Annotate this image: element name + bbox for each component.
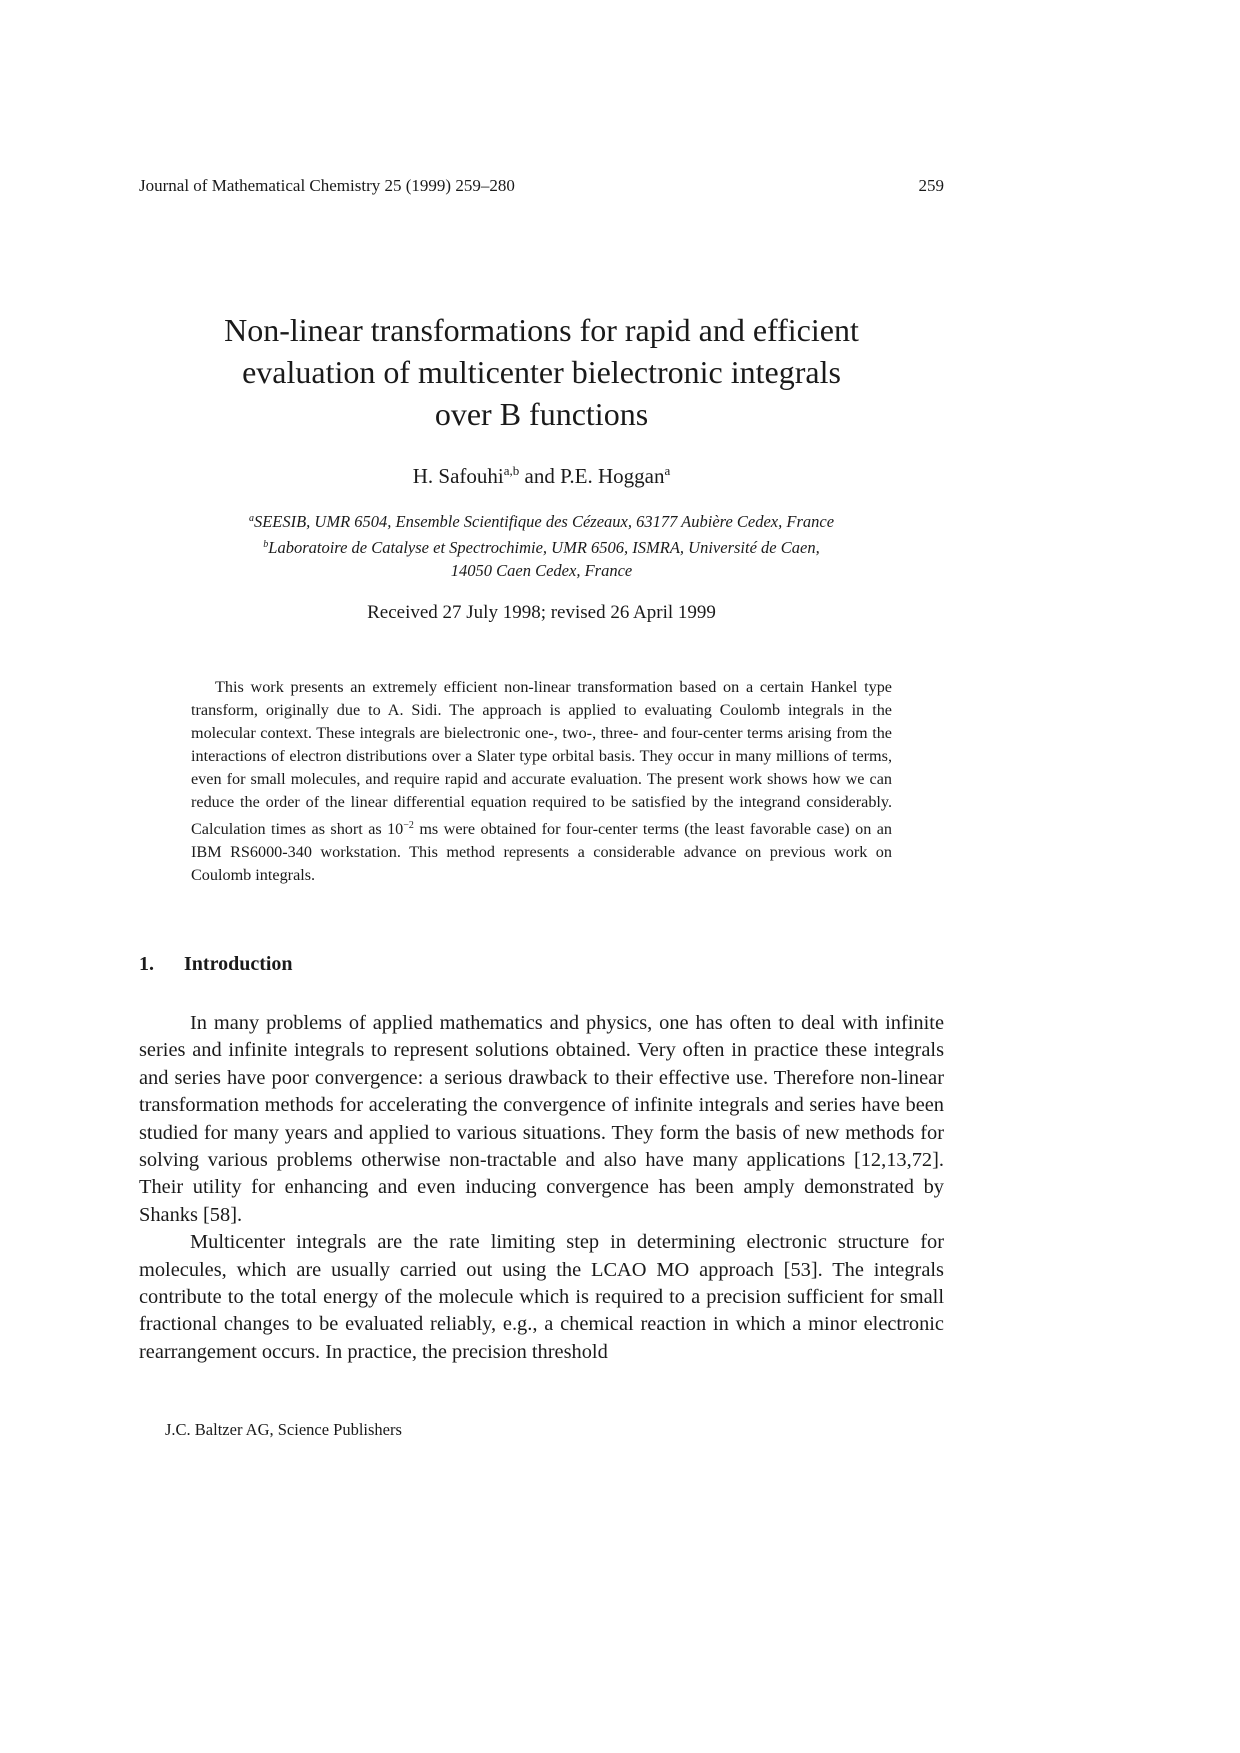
- affiliation-b-text-line-2: 14050 Caen Cedex, France: [450, 561, 633, 580]
- affiliation-a-text: SEESIB, UMR 6504, Ensemble Scientifique des Cézeaux, 63177 Aubière Cedex, France: [253, 512, 835, 531]
- authors-line: [139, 463, 944, 489]
- affiliation-b-mark: b: [263, 539, 269, 550]
- abstract-text-part-1: This work presents an extremely efficient non-linear transformation based on a certain Hankel type transform, originally due to A. Sidi. The approach is applied to evaluating Coulomb integrals in the molecular context. These integrals are bielectronic one-, two-, three- and four-center terms arising from the interactions of electron distributions over a Slater type orbital basis. They occur in many millions of terms, even for small molecules, and require rapid and accurate evaluation. The present work shows how we can reduce the order of the linear differential equation required to be satisfied by the integrand considerably. Calculation times as short as 10: [191, 678, 892, 838]
- title-line-2: evaluation of multicenter bielectronic integrals: [242, 354, 841, 390]
- body-paragraph-1: In many problems of applied mathematics and physics, one has often to deal with infinite series and infinite integrals to represent solutions obtained. Very often in practice these integrals and series have poor convergence: a serious drawback to their effective use. Therefore non-linear transformation methods for accelerating the convergence of infinite integrals and series have been studied for many years and applied to various situations. They form the basis of new methods for solving various problems otherwise non-tractable and also have many applications [12,13,72]. Their utility for enhancing and even inducing convergence has been amply demonstrated by Shanks [58].: [139, 1012, 944, 1226]
- author-1-affiliation-mark: a,b: [503, 463, 520, 478]
- affiliation-b: [139, 533, 944, 559]
- paper-title: [139, 309, 944, 435]
- title-line-1: Non-linear transformations for rapid and efficient: [224, 312, 859, 348]
- body-text: [139, 1010, 944, 1366]
- author-conjunction: and: [524, 464, 555, 488]
- author-1: H. Safouhi: [412, 464, 504, 488]
- section-heading: [139, 953, 293, 976]
- abstract-text-part-2: ms were obtained for four-center terms (the least favorable case) on an IBM RS6000-340 workstation. This method represents a considerable advance on previous work on Coulomb integrals.: [191, 820, 892, 884]
- affiliation-a: [139, 507, 944, 533]
- abstract-exponent: −2: [403, 820, 414, 831]
- affiliation-b-text-line-1: Laboratoire de Catalyse et Spectrochimie, UMR 6506, ISMRA, Université de Caen,: [268, 538, 820, 557]
- section-number: 1.: [139, 953, 154, 975]
- publisher-footer: J.C. Baltzer AG, Science Publishers: [165, 1420, 402, 1439]
- body-paragraph-2: Multicenter integrals are the rate limiting step in determining electronic structure for molecules, which are usually carried out using the LCAO MO approach [53]. The integrals contribute to the total energy of the molecule which is required to a precision sufficient for small fractional changes to be evaluated reliably, e.g., a chemical reaction in which a minor electronic rearrangement occurs. In practice, the precision threshold: [139, 1231, 944, 1363]
- received-dates: Received 27 July 1998; revised 26 April 1999: [367, 602, 716, 623]
- page-number: 259: [918, 176, 944, 195]
- author-2: P.E. Hoggan: [560, 464, 665, 488]
- author-2-affiliation-mark: a: [664, 463, 671, 478]
- abstract: [191, 676, 892, 887]
- affiliations: [139, 507, 944, 582]
- journal-citation: Journal of Mathematical Chemistry 25 (1999) 259–280: [139, 176, 515, 195]
- title-line-3: over B functions: [434, 396, 649, 432]
- running-head: [139, 176, 944, 196]
- section-title: Introduction: [184, 953, 293, 975]
- affiliation-a-mark: a: [248, 513, 254, 524]
